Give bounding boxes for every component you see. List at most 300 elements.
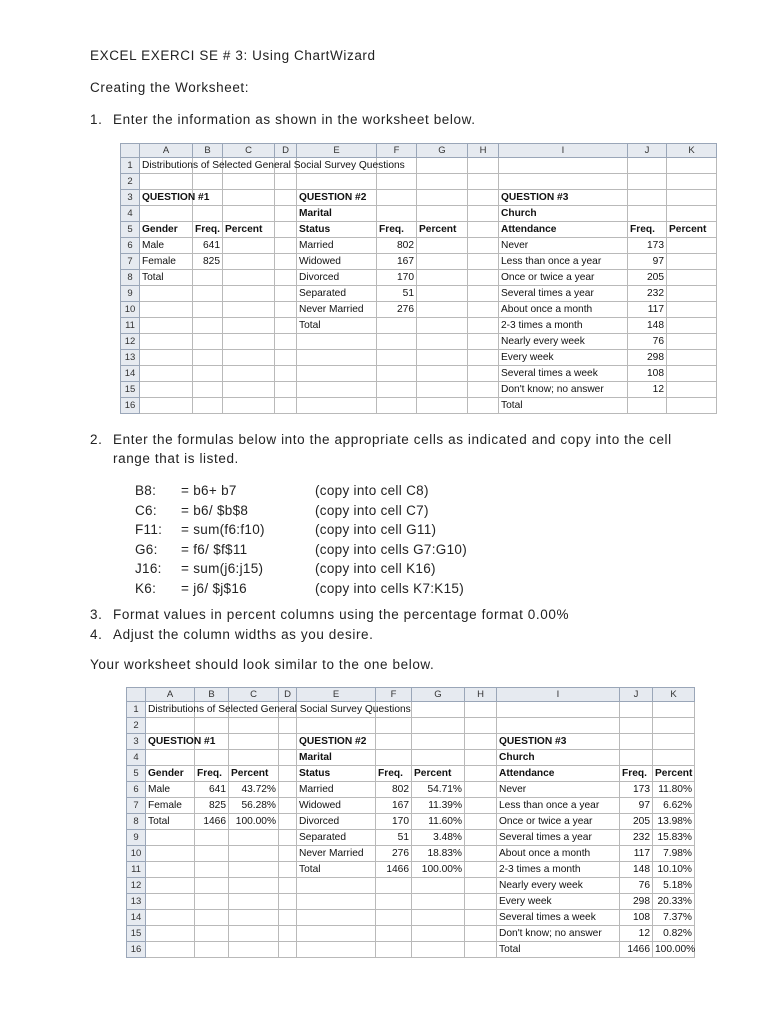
cell-H4[interactable] bbox=[468, 206, 499, 222]
cell-C14[interactable] bbox=[223, 366, 275, 382]
cell-C10[interactable] bbox=[229, 846, 279, 862]
column-header[interactable]: G bbox=[412, 688, 465, 702]
cell-J3[interactable] bbox=[628, 190, 667, 206]
cell-F12[interactable] bbox=[377, 334, 417, 350]
row-header[interactable]: 15 bbox=[127, 926, 146, 942]
row-header[interactable]: 3 bbox=[127, 734, 146, 750]
cell-K14[interactable]: 7.37% bbox=[653, 910, 695, 926]
row-header[interactable]: 7 bbox=[121, 254, 140, 270]
cell-D6[interactable] bbox=[275, 238, 297, 254]
cell-B6[interactable]: 641 bbox=[195, 782, 229, 798]
cell-E11[interactable]: Total bbox=[297, 862, 376, 878]
cell-E2[interactable] bbox=[297, 718, 376, 734]
cell-E10[interactable]: Never Married bbox=[297, 846, 376, 862]
cell-C7[interactable] bbox=[223, 254, 275, 270]
cell-B14[interactable] bbox=[193, 366, 223, 382]
cell-F15[interactable] bbox=[376, 926, 412, 942]
column-header[interactable]: F bbox=[376, 688, 412, 702]
cell-I8[interactable]: Once or twice a year bbox=[497, 814, 620, 830]
cell-H16[interactable] bbox=[465, 942, 497, 958]
cell-K7[interactable] bbox=[667, 254, 717, 270]
cell-I15[interactable]: Don't know; no answer bbox=[497, 926, 620, 942]
row-header[interactable]: 14 bbox=[121, 366, 140, 382]
cell-F3[interactable] bbox=[376, 734, 412, 750]
cell-D9[interactable] bbox=[275, 286, 297, 302]
cell-H10[interactable] bbox=[465, 846, 497, 862]
cell-I4[interactable]: Church bbox=[499, 206, 628, 222]
cell-K13[interactable] bbox=[667, 350, 717, 366]
cell-G7[interactable] bbox=[417, 254, 468, 270]
cell-A14[interactable] bbox=[146, 910, 195, 926]
cell-D2[interactable] bbox=[279, 718, 297, 734]
cell-A3[interactable]: QUESTION #1 bbox=[140, 190, 193, 206]
cell-D4[interactable] bbox=[275, 206, 297, 222]
cell-C6[interactable] bbox=[223, 238, 275, 254]
cell-J16[interactable] bbox=[628, 398, 667, 414]
column-header[interactable]: D bbox=[275, 144, 297, 158]
cell-I6[interactable]: Never bbox=[499, 238, 628, 254]
cell-C8[interactable]: 100.00% bbox=[229, 814, 279, 830]
cell-G11[interactable] bbox=[417, 318, 468, 334]
cell-E7[interactable]: Widowed bbox=[297, 254, 377, 270]
cell-C15[interactable] bbox=[223, 382, 275, 398]
cell-A12[interactable] bbox=[140, 334, 193, 350]
cell-G1[interactable] bbox=[417, 158, 468, 174]
cell-H5[interactable] bbox=[465, 766, 497, 782]
row-header[interactable]: 13 bbox=[127, 894, 146, 910]
cell-G9[interactable]: 3.48% bbox=[412, 830, 465, 846]
cell-E9[interactable]: Separated bbox=[297, 286, 377, 302]
cell-C3[interactable] bbox=[229, 734, 279, 750]
cell-G6[interactable] bbox=[417, 238, 468, 254]
cell-D13[interactable] bbox=[275, 350, 297, 366]
cell-E13[interactable] bbox=[297, 894, 376, 910]
column-header[interactable]: J bbox=[620, 688, 653, 702]
cell-B7[interactable]: 825 bbox=[195, 798, 229, 814]
cell-H16[interactable] bbox=[468, 398, 499, 414]
cell-A5[interactable]: Gender bbox=[140, 222, 193, 238]
cell-J10[interactable]: 117 bbox=[620, 846, 653, 862]
row-header[interactable]: 7 bbox=[127, 798, 146, 814]
row-header[interactable]: 16 bbox=[121, 398, 140, 414]
cell-F10[interactable]: 276 bbox=[376, 846, 412, 862]
cell-J2[interactable] bbox=[628, 174, 667, 190]
cell-B8[interactable] bbox=[193, 270, 223, 286]
cell-D11[interactable] bbox=[279, 862, 297, 878]
column-header[interactable]: B bbox=[195, 688, 229, 702]
cell-B9[interactable] bbox=[195, 830, 229, 846]
cell-C13[interactable] bbox=[229, 894, 279, 910]
cell-D16[interactable] bbox=[275, 398, 297, 414]
cell-F5[interactable]: Freq. bbox=[376, 766, 412, 782]
cell-G2[interactable] bbox=[412, 718, 465, 734]
cell-J11[interactable]: 148 bbox=[628, 318, 667, 334]
cell-A7[interactable]: Female bbox=[146, 798, 195, 814]
column-header[interactable]: E bbox=[297, 688, 376, 702]
cell-J9[interactable]: 232 bbox=[620, 830, 653, 846]
cell-K12[interactable]: 5.18% bbox=[653, 878, 695, 894]
cell-E5[interactable]: Status bbox=[297, 222, 377, 238]
cell-A9[interactable] bbox=[146, 830, 195, 846]
row-header[interactable]: 10 bbox=[121, 302, 140, 318]
cell-B16[interactable] bbox=[193, 398, 223, 414]
cell-D8[interactable] bbox=[275, 270, 297, 286]
cell-J16[interactable]: 1466 bbox=[620, 942, 653, 958]
cell-B14[interactable] bbox=[195, 910, 229, 926]
cell-C11[interactable] bbox=[223, 318, 275, 334]
cell-E4[interactable]: Marital bbox=[297, 750, 376, 766]
cell-J12[interactable]: 76 bbox=[628, 334, 667, 350]
cell-C10[interactable] bbox=[223, 302, 275, 318]
column-header[interactable]: I bbox=[497, 688, 620, 702]
cell-D15[interactable] bbox=[279, 926, 297, 942]
cell-I9[interactable]: Several times a year bbox=[497, 830, 620, 846]
cell-K16[interactable] bbox=[667, 398, 717, 414]
cell-B15[interactable] bbox=[195, 926, 229, 942]
cell-G5[interactable]: Percent bbox=[412, 766, 465, 782]
cell-A5[interactable]: Gender bbox=[146, 766, 195, 782]
cell-E8[interactable]: Divorced bbox=[297, 270, 377, 286]
cell-F8[interactable]: 170 bbox=[376, 814, 412, 830]
cell-C12[interactable] bbox=[229, 878, 279, 894]
cell-K7[interactable]: 6.62% bbox=[653, 798, 695, 814]
cell-F9[interactable]: 51 bbox=[376, 830, 412, 846]
cell-A4[interactable] bbox=[146, 750, 195, 766]
cell-B5[interactable]: Freq. bbox=[193, 222, 223, 238]
cell-I3[interactable]: QUESTION #3 bbox=[499, 190, 628, 206]
cell-A10[interactable] bbox=[140, 302, 193, 318]
cell-I7[interactable]: Less than once a year bbox=[497, 798, 620, 814]
cell-E8[interactable]: Divorced bbox=[297, 814, 376, 830]
cell-K5[interactable]: Percent bbox=[653, 766, 695, 782]
cell-K11[interactable] bbox=[667, 318, 717, 334]
cell-K1[interactable] bbox=[653, 702, 695, 718]
cell-G7[interactable]: 11.39% bbox=[412, 798, 465, 814]
column-header[interactable]: G bbox=[417, 144, 468, 158]
cell-C3[interactable] bbox=[223, 190, 275, 206]
cell-C15[interactable] bbox=[229, 926, 279, 942]
cell-D7[interactable] bbox=[275, 254, 297, 270]
cell-K14[interactable] bbox=[667, 366, 717, 382]
cell-C4[interactable] bbox=[229, 750, 279, 766]
cell-H9[interactable] bbox=[465, 830, 497, 846]
cell-C7[interactable]: 56.28% bbox=[229, 798, 279, 814]
cell-C5[interactable]: Percent bbox=[223, 222, 275, 238]
cell-I3[interactable]: QUESTION #3 bbox=[497, 734, 620, 750]
cell-E3[interactable]: QUESTION #2 bbox=[297, 190, 377, 206]
cell-B12[interactable] bbox=[195, 878, 229, 894]
cell-J13[interactable]: 298 bbox=[620, 894, 653, 910]
cell-H7[interactable] bbox=[465, 798, 497, 814]
cell-D10[interactable] bbox=[279, 846, 297, 862]
row-header[interactable]: 10 bbox=[127, 846, 146, 862]
row-header[interactable]: 16 bbox=[127, 942, 146, 958]
row-header[interactable]: 4 bbox=[121, 206, 140, 222]
row-header[interactable]: 12 bbox=[127, 878, 146, 894]
cell-H13[interactable] bbox=[465, 894, 497, 910]
cell-I5[interactable]: Attendance bbox=[499, 222, 628, 238]
cell-I10[interactable]: About once a month bbox=[497, 846, 620, 862]
cell-H2[interactable] bbox=[468, 174, 499, 190]
cell-B10[interactable] bbox=[193, 302, 223, 318]
cell-B4[interactable] bbox=[193, 206, 223, 222]
row-header[interactable]: 8 bbox=[127, 814, 146, 830]
cell-J12[interactable]: 76 bbox=[620, 878, 653, 894]
row-header[interactable]: 12 bbox=[121, 334, 140, 350]
cell-A2[interactable] bbox=[140, 174, 193, 190]
column-header[interactable]: C bbox=[223, 144, 275, 158]
cell-C14[interactable] bbox=[229, 910, 279, 926]
cell-F3[interactable] bbox=[377, 190, 417, 206]
cell-H15[interactable] bbox=[465, 926, 497, 942]
cell-G10[interactable] bbox=[417, 302, 468, 318]
row-header[interactable]: 9 bbox=[127, 830, 146, 846]
cell-J10[interactable]: 117 bbox=[628, 302, 667, 318]
cell-J7[interactable]: 97 bbox=[628, 254, 667, 270]
cell-A7[interactable]: Female bbox=[140, 254, 193, 270]
cell-K15[interactable] bbox=[667, 382, 717, 398]
cell-E7[interactable]: Widowed bbox=[297, 798, 376, 814]
cell-G13[interactable] bbox=[412, 894, 465, 910]
cell-K2[interactable] bbox=[667, 174, 717, 190]
cell-I15[interactable]: Don't know; no answer bbox=[499, 382, 628, 398]
cell-K4[interactable] bbox=[653, 750, 695, 766]
cell-D14[interactable] bbox=[275, 366, 297, 382]
cell-I14[interactable]: Several times a week bbox=[497, 910, 620, 926]
cell-F7[interactable]: 167 bbox=[376, 798, 412, 814]
cell-H13[interactable] bbox=[468, 350, 499, 366]
cell-A11[interactable] bbox=[146, 862, 195, 878]
cell-H1[interactable] bbox=[465, 702, 497, 718]
cell-D15[interactable] bbox=[275, 382, 297, 398]
cell-I16[interactable]: Total bbox=[497, 942, 620, 958]
cell-C13[interactable] bbox=[223, 350, 275, 366]
row-header[interactable]: 6 bbox=[127, 782, 146, 798]
cell-K3[interactable] bbox=[653, 734, 695, 750]
row-header[interactable]: 2 bbox=[121, 174, 140, 190]
cell-H4[interactable] bbox=[465, 750, 497, 766]
cell-A9[interactable] bbox=[140, 286, 193, 302]
cell-B11[interactable] bbox=[193, 318, 223, 334]
select-all-corner[interactable] bbox=[127, 688, 146, 702]
cell-I12[interactable]: Nearly every week bbox=[497, 878, 620, 894]
cell-D14[interactable] bbox=[279, 910, 297, 926]
cell-I13[interactable]: Every week bbox=[497, 894, 620, 910]
cell-F13[interactable] bbox=[377, 350, 417, 366]
cell-A4[interactable] bbox=[140, 206, 193, 222]
cell-A8[interactable]: Total bbox=[146, 814, 195, 830]
cell-J4[interactable] bbox=[628, 206, 667, 222]
cell-H8[interactable] bbox=[468, 270, 499, 286]
row-header[interactable]: 5 bbox=[121, 222, 140, 238]
cell-G1[interactable] bbox=[412, 702, 465, 718]
cell-E5[interactable]: Status bbox=[297, 766, 376, 782]
cell-F16[interactable] bbox=[377, 398, 417, 414]
cell-I9[interactable]: Several times a year bbox=[499, 286, 628, 302]
cell-I4[interactable]: Church bbox=[497, 750, 620, 766]
cell-C16[interactable] bbox=[229, 942, 279, 958]
row-header[interactable]: 13 bbox=[121, 350, 140, 366]
cell-H3[interactable] bbox=[468, 190, 499, 206]
cell-J6[interactable]: 173 bbox=[628, 238, 667, 254]
row-header[interactable]: 1 bbox=[121, 158, 140, 174]
cell-H1[interactable] bbox=[468, 158, 499, 174]
row-header[interactable]: 1 bbox=[127, 702, 146, 718]
cell-H5[interactable] bbox=[468, 222, 499, 238]
cell-G15[interactable] bbox=[412, 926, 465, 942]
cell-J6[interactable]: 173 bbox=[620, 782, 653, 798]
cell-E6[interactable]: Married bbox=[297, 782, 376, 798]
column-header[interactable]: D bbox=[279, 688, 297, 702]
cell-F14[interactable] bbox=[376, 910, 412, 926]
cell-J5[interactable]: Freq. bbox=[620, 766, 653, 782]
column-header[interactable]: K bbox=[667, 144, 717, 158]
cell-F6[interactable]: 802 bbox=[376, 782, 412, 798]
cell-I8[interactable]: Once or twice a year bbox=[499, 270, 628, 286]
cell-G16[interactable] bbox=[412, 942, 465, 958]
cell-K13[interactable]: 20.33% bbox=[653, 894, 695, 910]
cell-J4[interactable] bbox=[620, 750, 653, 766]
cell-B16[interactable] bbox=[195, 942, 229, 958]
cell-H3[interactable] bbox=[465, 734, 497, 750]
column-header[interactable]: E bbox=[297, 144, 377, 158]
cell-K9[interactable]: 15.83% bbox=[653, 830, 695, 846]
cell-F6[interactable]: 802 bbox=[377, 238, 417, 254]
cell-G9[interactable] bbox=[417, 286, 468, 302]
cell-B13[interactable] bbox=[193, 350, 223, 366]
cell-G5[interactable]: Percent bbox=[417, 222, 468, 238]
cell-A6[interactable]: Male bbox=[146, 782, 195, 798]
cell-K11[interactable]: 10.10% bbox=[653, 862, 695, 878]
row-header[interactable]: 2 bbox=[127, 718, 146, 734]
cell-B10[interactable] bbox=[195, 846, 229, 862]
cell-I11[interactable]: 2-3 times a month bbox=[499, 318, 628, 334]
cell-F2[interactable] bbox=[376, 718, 412, 734]
cell-H9[interactable] bbox=[468, 286, 499, 302]
cell-H14[interactable] bbox=[468, 366, 499, 382]
cell-K12[interactable] bbox=[667, 334, 717, 350]
cell-K9[interactable] bbox=[667, 286, 717, 302]
cell-G3[interactable] bbox=[417, 190, 468, 206]
cell-A10[interactable] bbox=[146, 846, 195, 862]
cell-A11[interactable] bbox=[140, 318, 193, 334]
cell-H6[interactable] bbox=[465, 782, 497, 798]
cell-G8[interactable] bbox=[417, 270, 468, 286]
column-header[interactable]: K bbox=[653, 688, 695, 702]
cell-E9[interactable]: Separated bbox=[297, 830, 376, 846]
cell-G12[interactable] bbox=[417, 334, 468, 350]
cell-E10[interactable]: Never Married bbox=[297, 302, 377, 318]
cell-C8[interactable] bbox=[223, 270, 275, 286]
cell-G16[interactable] bbox=[417, 398, 468, 414]
cell-C11[interactable] bbox=[229, 862, 279, 878]
row-header[interactable]: 5 bbox=[127, 766, 146, 782]
cell-B12[interactable] bbox=[193, 334, 223, 350]
cell-A15[interactable] bbox=[140, 382, 193, 398]
cell-G13[interactable] bbox=[417, 350, 468, 366]
cell-J11[interactable]: 148 bbox=[620, 862, 653, 878]
cell-B7[interactable]: 825 bbox=[193, 254, 223, 270]
cell-G3[interactable] bbox=[412, 734, 465, 750]
cell-F12[interactable] bbox=[376, 878, 412, 894]
cell-I6[interactable]: Never bbox=[497, 782, 620, 798]
cell-A12[interactable] bbox=[146, 878, 195, 894]
cell-K8[interactable]: 13.98% bbox=[653, 814, 695, 830]
cell-J13[interactable]: 298 bbox=[628, 350, 667, 366]
cell-J3[interactable] bbox=[620, 734, 653, 750]
cell-F4[interactable] bbox=[376, 750, 412, 766]
cell-D4[interactable] bbox=[279, 750, 297, 766]
cell-E16[interactable] bbox=[297, 942, 376, 958]
cell-H12[interactable] bbox=[465, 878, 497, 894]
cell-E15[interactable] bbox=[297, 926, 376, 942]
cell-G14[interactable] bbox=[417, 366, 468, 382]
cell-K6[interactable]: 11.80% bbox=[653, 782, 695, 798]
cell-F13[interactable] bbox=[376, 894, 412, 910]
cell-J15[interactable]: 12 bbox=[628, 382, 667, 398]
cell-F15[interactable] bbox=[377, 382, 417, 398]
cell-C4[interactable] bbox=[223, 206, 275, 222]
cell-E2[interactable] bbox=[297, 174, 377, 190]
cell-J5[interactable]: Freq. bbox=[628, 222, 667, 238]
column-header[interactable]: H bbox=[465, 688, 497, 702]
cell-I16[interactable]: Total bbox=[499, 398, 628, 414]
cell-B11[interactable] bbox=[195, 862, 229, 878]
cell-B6[interactable]: 641 bbox=[193, 238, 223, 254]
cell-B9[interactable] bbox=[193, 286, 223, 302]
cell-F10[interactable]: 276 bbox=[377, 302, 417, 318]
cell-D3[interactable] bbox=[279, 734, 297, 750]
cell-B2[interactable] bbox=[193, 174, 223, 190]
cell-E12[interactable] bbox=[297, 334, 377, 350]
cell-E15[interactable] bbox=[297, 382, 377, 398]
cell-A14[interactable] bbox=[140, 366, 193, 382]
cell-A6[interactable]: Male bbox=[140, 238, 193, 254]
cell-C12[interactable] bbox=[223, 334, 275, 350]
cell-I2[interactable] bbox=[497, 718, 620, 734]
cell-G4[interactable] bbox=[417, 206, 468, 222]
cell-A13[interactable] bbox=[140, 350, 193, 366]
cell-D11[interactable] bbox=[275, 318, 297, 334]
cell-G6[interactable]: 54.71% bbox=[412, 782, 465, 798]
cell-H14[interactable] bbox=[465, 910, 497, 926]
column-header[interactable]: A bbox=[146, 688, 195, 702]
cell-C9[interactable] bbox=[229, 830, 279, 846]
cell-G15[interactable] bbox=[417, 382, 468, 398]
cell-D10[interactable] bbox=[275, 302, 297, 318]
cell-I10[interactable]: About once a month bbox=[499, 302, 628, 318]
column-header[interactable]: F bbox=[377, 144, 417, 158]
row-header[interactable]: 15 bbox=[121, 382, 140, 398]
cell-F8[interactable]: 170 bbox=[377, 270, 417, 286]
column-header[interactable]: I bbox=[499, 144, 628, 158]
cell-D2[interactable] bbox=[275, 174, 297, 190]
cell-I5[interactable]: Attendance bbox=[497, 766, 620, 782]
row-header[interactable]: 14 bbox=[127, 910, 146, 926]
cell-A15[interactable] bbox=[146, 926, 195, 942]
cell-C2[interactable] bbox=[223, 174, 275, 190]
cell-K6[interactable] bbox=[667, 238, 717, 254]
column-header[interactable]: A bbox=[140, 144, 193, 158]
column-header[interactable]: B bbox=[193, 144, 223, 158]
cell-H2[interactable] bbox=[465, 718, 497, 734]
cell-I14[interactable]: Several times a week bbox=[499, 366, 628, 382]
row-header[interactable]: 8 bbox=[121, 270, 140, 286]
cell-B13[interactable] bbox=[195, 894, 229, 910]
cell-K5[interactable]: Percent bbox=[667, 222, 717, 238]
cell-I11[interactable]: 2-3 times a month bbox=[497, 862, 620, 878]
cell-A1[interactable]: Distributions of Selected General Social Survey Questions bbox=[146, 702, 195, 718]
